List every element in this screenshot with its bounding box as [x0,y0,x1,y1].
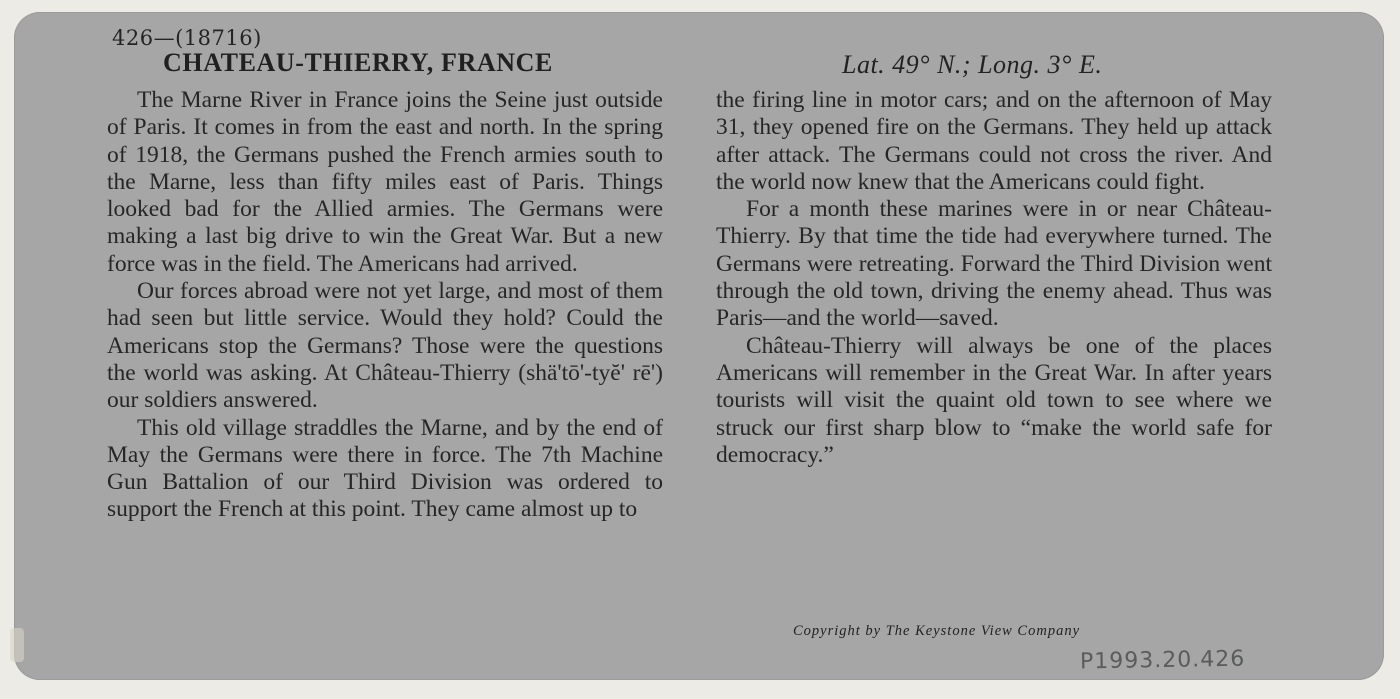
paragraph: For a month these marines were in or near Château-Thierry. By that time the tide had everywhere turned. The Germans were retreating. Forward the Third Division went through the old town, driving the enemy ahead. Thus was Paris—and the world—saved. [716,196,1272,332]
paragraph: This old village straddles the Marne, and by the end of May the Germans were there in force. The 7th Machine Gun Battalion of our Third Division was ordered to support the French at this point. They came almost up to [107,414,663,523]
paragraph: Château-Thierry will always be one of the places Americans will remember in the Great War. In after years tourists will visit the quaint old town to see where we struck our first sharp blow to “make the world safe for democracy.” [716,332,1272,468]
card-title: CHATEAU-THIERRY, FRANCE [163,48,553,77]
accession-number: P1993.20.426 [1079,646,1246,675]
copyright-line: Copyright by The Keystone View Company [793,623,1081,639]
paragraph-continuation: the firing line in motor cars; and on the afternoon of May 31, they opened fire on the Germans. They held up attack after attack. The Germans could not cross the river. And the world now knew that the Americans could fight. [716,87,1272,195]
paragraph: The Marne River in France joins the Seine just outside of Paris. It comes in from the east and north. In the spring of 1918, the Germans pushed the French armies south to the Marne, less than fifty miles east of Paris. Things looked bad for the Allied armies. The Germans were making a last big drive to win the Great War. But a new force was in the field. The Americans had arrived. [107,87,663,277]
card-serial-number: 426—(18716) [112,26,262,50]
right-text-column [716,87,1272,469]
card-edge-tab [10,628,24,662]
card-coordinates: Lat. 49° N.; Long. 3° E. [842,50,1103,79]
left-text-column [107,87,663,524]
paragraph: Our forces abroad were not yet large, and most of them had seen but little service. Would they hold? Could the Americans stop the Germans? Those were the questions the world was asking. At Château-Thierry (shä'tō'-tyĕ' rē') our soldiers answered. [107,278,663,414]
